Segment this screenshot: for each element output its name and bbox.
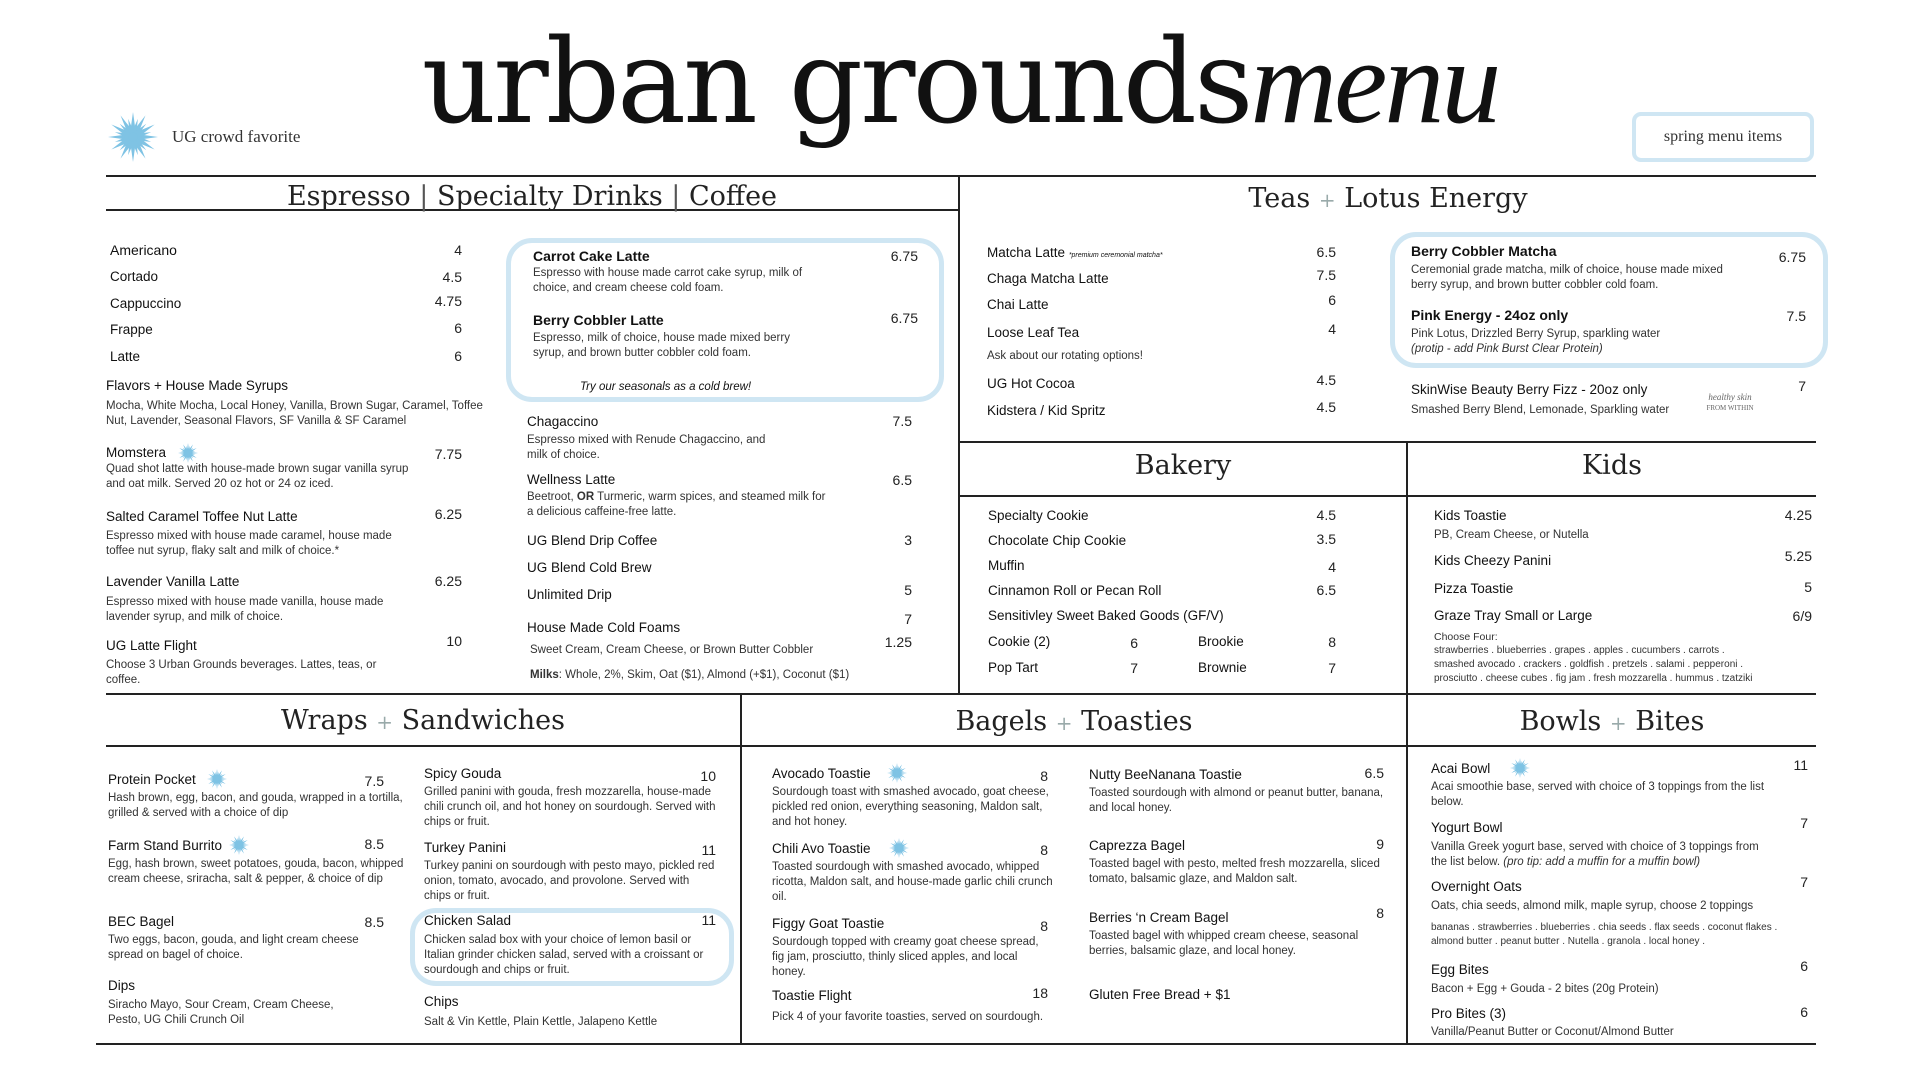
price-hot-cocoa: 4.5: [1316, 372, 1336, 388]
item-wellness: Wellness Latte: [527, 472, 616, 487]
item-chicken-salad: Chicken Salad: [424, 913, 512, 928]
price-drip-coffee: 3: [904, 532, 912, 548]
legend-crowd-favorite: [108, 112, 300, 162]
item-pink-energy: Pink Energy - 24oz only: [1411, 307, 1569, 323]
price-pro-bites: 6: [1800, 1004, 1808, 1020]
price-chili-avo-toastie: 8: [1040, 842, 1048, 858]
price-figgy-goat: 8: [1040, 918, 1048, 934]
seasonal-note: Try our seasonals as a cold brew!: [580, 381, 752, 393]
price-specialty-cookie: 4.5: [1316, 507, 1336, 523]
desc-salted-caramel: Espresso mixed with house made caramel, house made toffee nut syrup, flaky salt and milk of choice.*: [106, 530, 392, 557]
price-chai-latte: 6: [1328, 292, 1336, 308]
desc-figgy-goat: Sourdough topped with creamy goat cheese spread, fig jam, prosciutto, thinly sliced apples, and local honey.: [772, 936, 1039, 978]
price-unlimited-drip: 5: [904, 582, 912, 598]
price-pop-tart: 7: [1130, 660, 1138, 676]
price-pizza-toastie: 5: [1804, 579, 1812, 595]
price-chicken-salad: 11: [701, 912, 716, 928]
favorite-star-icon: [229, 835, 249, 855]
item-cinnamon-roll: Cinnamon Roll or Pecan Roll: [988, 583, 1162, 598]
desc-farm-stand-burrito: Egg, hash brown, sweet potatoes, gouda, bacon, whipped cream cheese, sriracha, salt & pepper, & choice of dip: [108, 858, 404, 885]
desc-yogurt-bowl: Vanilla Greek yogurt base, served with choice of 3 toppings from the list below. (pro tip: add a muffin for a muffin bowl): [1431, 841, 1759, 868]
favorite-star-icon: [889, 838, 909, 858]
desc-loose-leaf: Ask about our rotating options!: [987, 350, 1143, 362]
price-wellness: 6.5: [892, 472, 912, 488]
favorite-star-icon: [887, 763, 907, 783]
desc-spicy-gouda: Grilled panini with gouda, fresh mozzarella, house-made chili crunch oil, and hot honey on sourdough. Served with chips or fruit.: [424, 786, 716, 828]
price-choc-chip-cookie: 3.5: [1316, 531, 1336, 547]
price-kids-toastie: 4.25: [1784, 507, 1812, 523]
graze-options-2: smashed avocado . crackers . goldfish . pretzels . salami . pepperoni .: [1434, 659, 1744, 670]
desc-kids-toastie: PB, Cream Cheese, or Nutella: [1434, 529, 1589, 541]
price-berry-cobbler-matcha: 6.75: [1778, 249, 1806, 265]
item-americano: Americano: [110, 242, 177, 258]
item-protein-pocket: Protein Pocket: [108, 772, 196, 787]
price-bec-bagel: 8.5: [364, 914, 384, 930]
price-brownie: 7: [1328, 660, 1336, 676]
item-gluten-free-bread: Gluten Free Bread + $1: [1089, 987, 1231, 1002]
item-spicy-gouda: Spicy Gouda: [424, 766, 502, 781]
price-matcha-latte: 6.5: [1316, 244, 1336, 260]
desc-caprezza-bagel: Toasted bagel with pesto, melted fresh mozzarella, sliced tomato, balsamic glaze, and Maldon salt.: [1089, 858, 1380, 885]
graze-choose: Choose Four:: [1434, 631, 1498, 643]
price-berry-cobbler-latte: 6.75: [890, 310, 918, 326]
price-muffin: 4: [1328, 559, 1336, 575]
item-choc-chip-cookie: Chocolate Chip Cookie: [988, 533, 1127, 548]
desc-latte-flight: Choose 3 Urban Grounds beverages. Lattes, teas, or coffee.: [106, 659, 377, 686]
section-title-bakery: Bakery: [1134, 450, 1232, 481]
item-drip-coffee: UG Blend Drip Coffee: [527, 533, 658, 548]
graze-options-1: strawberries . blueberries . grapes . apples . cucumbers . carrots .: [1434, 645, 1725, 656]
item-momstera: Momstera: [106, 445, 167, 460]
price-graze-tray: 6/9: [1792, 608, 1812, 624]
price-avocado-toastie: 8: [1040, 768, 1048, 784]
item-nutty-beenanana: Nutty BeeNanana Toastie: [1089, 767, 1242, 782]
item-pop-tart: Pop Tart: [988, 660, 1039, 675]
desc-nutty-beenanana: Toasted sourdough with almond or peanut butter, banana, and local honey.: [1089, 787, 1384, 814]
item-skinwise: SkinWise Beauty Berry Fizz - 20oz only: [1411, 382, 1648, 397]
price-cinnamon-roll: 6.5: [1316, 582, 1336, 598]
price-momstera: 7.75: [434, 446, 462, 462]
healthy-skin-logo: healthy skin FROM WITHIN: [1706, 392, 1754, 412]
desc-cold-foams: Sweet Cream, Cream Cheese, or Brown Butter Cobbler: [530, 644, 814, 656]
price-kidstera: 4.5: [1316, 399, 1336, 415]
desc-carrot-cake: Espresso with house made carrot cake syrup, milk of choice, and cream cheese cold foam.: [533, 267, 803, 294]
price-cold-foams-a: 7: [904, 611, 912, 627]
divider-espresso-teas: [958, 175, 960, 694]
price-acai-bowl: 11: [1793, 757, 1808, 773]
item-chagaccino: Chagaccino: [527, 414, 599, 429]
item-muffin: Muffin: [988, 558, 1025, 573]
rule-middle: [106, 693, 1816, 695]
price-loose-leaf: 4: [1328, 321, 1336, 337]
oats-toppings-1: bananas . strawberries . blueberries . chia seeds . flax seeds . coconut flakes .: [1431, 922, 1778, 933]
price-pink-energy: 7.5: [1786, 308, 1806, 324]
price-cookie-2: 6: [1130, 635, 1138, 651]
desc-chips: Salt & Vin Kettle, Plain Kettle, Jalapeno Kettle: [424, 1016, 658, 1028]
item-cookie-2: Cookie (2): [988, 634, 1051, 649]
item-cortado: Cortado: [110, 269, 159, 284]
item-caprezza-bagel: Caprezza Bagel: [1089, 838, 1186, 853]
rule-bottom-titles: [106, 745, 1816, 747]
price-cortado: 4.5: [442, 269, 462, 285]
item-overnight-oats: Overnight Oats: [1431, 879, 1522, 894]
item-brownie: Brownie: [1198, 660, 1247, 675]
price-lavender: 6.25: [434, 573, 462, 589]
desc-flavors: Mocha, White Mocha, Local Honey, Vanilla, Brown Sugar, Caramel, Toffee Nut, Lavender, Seasonal Flavors, SF Vanilla & SF Caramel: [106, 400, 483, 427]
title-script: menu: [1250, 15, 1499, 148]
price-spicy-gouda: 10: [700, 768, 716, 784]
desc-chagaccino: Espresso mixed with Renude Chagaccino, and milk of choice.: [527, 434, 766, 461]
desc-avocado-toastie: Sourdough toast with smashed avocado, goat cheese, pickled red onion, everything seasoning, Maldon salt, and hot honey.: [772, 786, 1049, 828]
price-latte: 6: [454, 348, 462, 364]
desc-lavender: Espresso mixed with house made vanilla, house made lavender syrup, and milk of choice.: [106, 596, 384, 623]
item-hot-cocoa: UG Hot Cocoa: [987, 376, 1075, 391]
favorite-star-icon: [1510, 758, 1530, 778]
price-farm-stand-burrito: 8.5: [364, 836, 384, 852]
item-pro-bites: Pro Bites (3): [1431, 1006, 1507, 1021]
item-yogurt-bowl: Yogurt Bowl: [1431, 820, 1503, 835]
desc-momstera: Quad shot latte with house-made brown sugar vanilla syrup and oat milk. Served 20 oz hot or 24 oz iced.: [106, 463, 409, 490]
item-loose-leaf: Loose Leaf Tea: [987, 325, 1080, 340]
item-latte: Latte: [110, 349, 141, 364]
item-chili-avo-toastie: Chili Avo Toastie: [772, 841, 871, 856]
item-flavors: Flavors + House Made Syrups: [106, 378, 288, 393]
desc-chili-avo-toastie: Toasted sourdough with smashed avocado, whipped ricotta, Maldon salt, and house-made garlic chili crunch oil.: [772, 861, 1053, 903]
item-frappe: Frappe: [110, 322, 153, 337]
item-berries-cream-bagel: Berries ‘n Cream Bagel: [1089, 910, 1229, 925]
item-matcha-latte: Matcha Latte *premium ceremonial matcha*: [987, 245, 1163, 260]
rule-teas-bottom: [960, 441, 1816, 443]
price-salted-caramel: 6.25: [434, 506, 462, 522]
price-latte-flight: 10: [446, 633, 462, 649]
item-kids-panini: Kids Cheezy Panini: [1434, 553, 1552, 568]
price-chaga-matcha: 7.5: [1316, 267, 1336, 283]
legend-favorite-label: UG crowd favorite: [172, 127, 301, 146]
milks-line: Milks: Whole, 2%, Skim, Oat ($1), Almond (+$1), Coconut ($1): [530, 669, 850, 681]
desc-skinwise: Smashed Berry Blend, Lemonade, Sparkling water: [1411, 404, 1670, 416]
price-protein-pocket: 7.5: [364, 773, 384, 789]
item-acai-bowl: Acai Bowl: [1431, 761, 1491, 776]
item-brookie: Brookie: [1198, 634, 1244, 649]
item-berry-cobbler-matcha: Berry Cobbler Matcha: [1411, 243, 1557, 259]
graze-options-3: prosciutto . cheese cubes . fig jam . fresh mozzarella . hummus . tzatziki: [1434, 673, 1753, 684]
price-yogurt-bowl: 7: [1800, 815, 1808, 831]
desc-bec-bagel: Two eggs, bacon, gouda, and light cream cheese spread on bagel of choice.: [108, 934, 359, 961]
divider-bagels-bowls: [1406, 693, 1408, 1044]
item-cold-brew: UG Blend Cold Brew: [527, 560, 652, 575]
favorite-star-icon: [178, 443, 198, 463]
rule-top: [106, 175, 1816, 177]
desc-berries-cream-bagel: Toasted bagel with whipped cream cheese, seasonal berries, balsamic glaze, and local honey.: [1089, 930, 1359, 957]
desc-toastie-flight: Pick 4 of your favorite toasties, served on sourdough.: [772, 1011, 1044, 1023]
item-specialty-cookie: Specialty Cookie: [988, 508, 1089, 523]
item-egg-bites: Egg Bites: [1431, 962, 1489, 977]
desc-egg-bites: Bacon + Egg + Gouda - 2 bites (20g Protein): [1431, 983, 1659, 995]
item-chai-latte: Chai Latte: [987, 297, 1049, 312]
item-avocado-toastie: Avocado Toastie: [772, 766, 871, 781]
desc-pink-energy: Pink Lotus, Drizzled Berry Syrup, sparkling water: [1411, 328, 1661, 340]
item-kids-toastie: Kids Toastie: [1434, 508, 1507, 523]
desc-dips: Siracho Mayo, Sour Cream, Cream Cheese, Pesto, UG Chili Crunch Oil: [108, 999, 334, 1026]
section-title-teas: Teas + Lotus Energy: [1248, 183, 1528, 214]
item-figgy-goat: Figgy Goat Toastie: [772, 916, 885, 931]
item-toastie-flight: Toastie Flight: [772, 988, 852, 1003]
item-cold-foams: House Made Cold Foams: [527, 620, 681, 635]
item-dips: Dips: [108, 978, 136, 993]
item-farm-stand-burrito: Farm Stand Burrito: [108, 838, 223, 853]
rule-bakery-title: [960, 495, 1816, 497]
desc-overnight-oats: Oats, chia seeds, almond milk, maple syrup, choose 2 toppings: [1431, 900, 1754, 912]
item-carrot-cake: Carrot Cake Latte: [533, 248, 650, 264]
price-caprezza-bagel: 9: [1376, 836, 1384, 852]
section-title-bagels: Bagels + Toasties: [955, 706, 1193, 737]
item-pizza-toastie: Pizza Toastie: [1434, 581, 1514, 596]
price-carrot-cake: 6.75: [890, 248, 918, 264]
desc-chicken-salad: Chicken salad box with your choice of lemon basil or Italian grinder chicken salad, served with a croissant or sourdough and chips or fruit.: [424, 934, 704, 976]
item-cappuccino: Cappuccino: [110, 296, 182, 311]
price-americano: 4: [454, 242, 462, 258]
desc-wellness: Beetroot, OR Turmeric, warm spices, and steamed milk for a delicious caffeine-free latte.: [527, 491, 826, 518]
item-turkey-panini: Turkey Panini: [424, 840, 507, 855]
desc-berry-cobbler-latte: Espresso, milk of choice, house made mixed berry syrup, and brown butter cobbler cold foam.: [533, 332, 790, 359]
desc-turkey-panini: Turkey panini on sourdough with pesto mayo, pickled red onion, tomato, avocado, and provolone. Served with chips or fruit.: [424, 860, 715, 902]
price-kids-panini: 5.25: [1784, 548, 1812, 564]
item-kidstera: Kidstera / Kid Spritz: [987, 403, 1106, 418]
protip-pink-energy: (protip - add Pink Burst Clear Protein): [1411, 343, 1603, 355]
price-overnight-oats: 7: [1800, 874, 1808, 890]
price-cold-foams-b: 1.25: [884, 634, 912, 650]
section-title-kids: Kids: [1582, 450, 1642, 481]
item-lavender: Lavender Vanilla Latte: [106, 574, 240, 589]
item-berry-cobbler-latte: Berry Cobbler Latte: [533, 312, 664, 328]
item-bec-bagel: BEC Bagel: [108, 914, 175, 929]
section-title-wraps: Wraps + Sandwiches: [281, 705, 565, 736]
oats-toppings-2: almond butter . peanut butter . Nutella . granola . local honey .: [1431, 936, 1706, 947]
rule-bottom: [96, 1043, 1816, 1045]
section-title-espresso: Espresso | Specialty Drinks | Coffee: [286, 181, 778, 212]
price-brookie: 8: [1328, 634, 1336, 650]
favorite-star-icon: [108, 112, 158, 162]
price-nutty-beenanana: 6.5: [1364, 765, 1384, 781]
item-chips: Chips: [424, 994, 459, 1009]
desc-protein-pocket: Hash brown, egg, bacon, and gouda, wrapped in a tortilla, grilled & served with a choice of dip: [108, 792, 403, 819]
legend-spring-items: spring menu items: [1632, 112, 1814, 162]
item-gf-baked-goods: Sensitivley Sweet Baked Goods (GF/V): [988, 608, 1224, 623]
section-title-bowls: Bowls + Bites: [1519, 706, 1705, 737]
desc-pro-bites: Vanilla/Peanut Butter or Coconut/Almond Butter: [1431, 1026, 1674, 1038]
item-chaga-matcha: Chaga Matcha Latte: [987, 271, 1109, 286]
item-salted-caramel: Salted Caramel Toffee Nut Latte: [106, 509, 298, 524]
item-graze-tray: Graze Tray Small or Large: [1434, 608, 1593, 623]
price-turkey-panini: 11: [701, 842, 716, 858]
item-latte-flight: UG Latte Flight: [106, 638, 197, 653]
price-berries-cream-bagel: 8: [1376, 905, 1384, 921]
price-frappe: 6: [454, 320, 462, 336]
favorite-star-icon: [207, 769, 227, 789]
price-toastie-flight: 18: [1032, 985, 1048, 1001]
divider-wraps-bagels: [740, 693, 742, 1044]
price-egg-bites: 6: [1800, 958, 1808, 974]
price-skinwise: 7: [1798, 378, 1806, 394]
price-cappuccino: 4.75: [434, 293, 462, 309]
price-chagaccino: 7.5: [892, 413, 912, 429]
desc-acai-bowl: Acai smoothie base, served with choice of 3 toppings from the list below.: [1431, 781, 1765, 808]
desc-berry-cobbler-matcha: Ceremonial grade matcha, milk of choice, house made mixed berry syrup, and brown butter cobbler cold foam.: [1411, 264, 1723, 291]
title-main: urban grounds: [421, 15, 1251, 150]
item-unlimited-drip: Unlimited Drip: [527, 587, 612, 602]
